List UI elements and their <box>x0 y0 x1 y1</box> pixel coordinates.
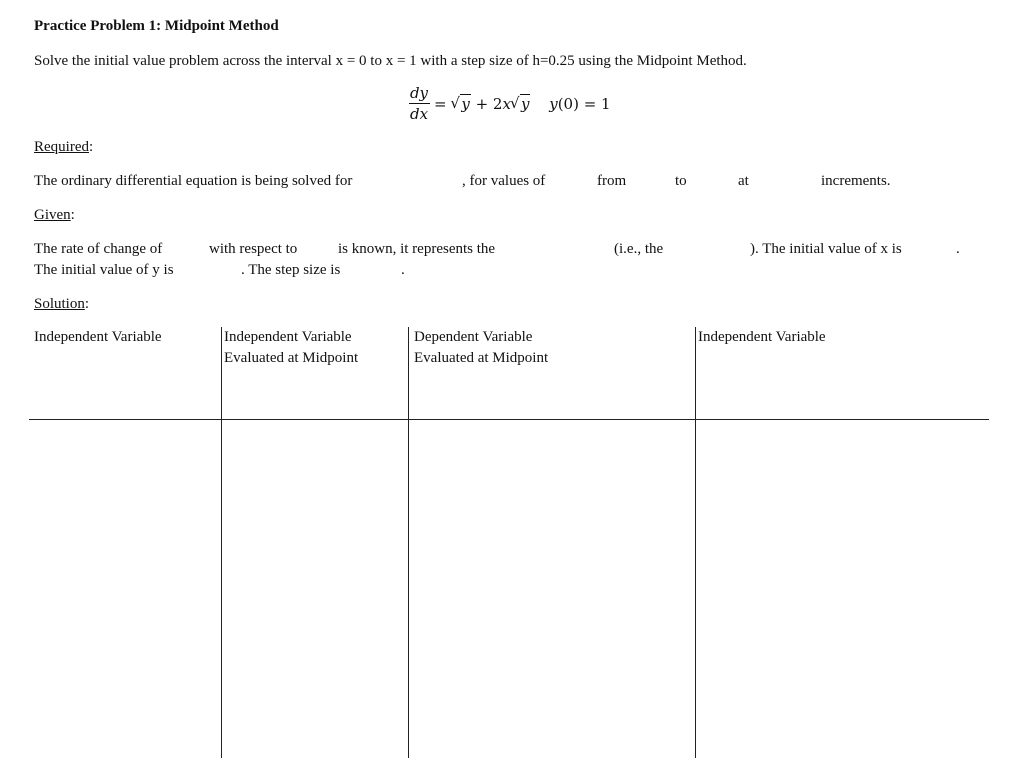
given-text-1d: (i.e., the <box>614 241 664 257</box>
initial-condition-y: y <box>549 95 558 113</box>
required-text-increments: increments. <box>821 173 891 189</box>
given-text-1a: The rate of change of <box>34 241 163 257</box>
radicand-1: y <box>461 95 470 113</box>
x-variable: x <box>502 95 511 113</box>
fraction-numerator: dy <box>409 84 429 102</box>
sqrt-term-1 <box>451 95 470 113</box>
given-heading-text: Given <box>34 207 71 223</box>
given-text-1e: ). The initial value of x is <box>750 241 902 257</box>
required-colon: : <box>88 139 94 155</box>
radicand-2: y <box>520 95 530 113</box>
required-text-a: The ordinary differential equation is being solved for <box>34 173 353 189</box>
table-header-independent-midpoint-line2: Evaluated at Midpoint <box>224 350 359 366</box>
initial-condition-rest: (0) = 1 <box>557 95 611 113</box>
sqrt-term-2 <box>511 95 530 113</box>
problem-statement: Solve the initial value problem across the interval x = 0 to x = 1 with a step size of h=0.25 using the Midpoint Method. <box>34 53 747 69</box>
given-text-1c: is known, it represents the <box>338 241 496 257</box>
plus-coefficient: + 2 <box>470 95 503 113</box>
solution-heading-text: Solution <box>34 296 85 312</box>
required-text-from: from <box>597 173 627 189</box>
given-text-1b: with respect to <box>209 241 298 257</box>
given-text-2a: The initial value of y is <box>34 262 174 278</box>
table-column-divider <box>408 327 409 758</box>
given-text-2b: . The step size is <box>241 262 341 278</box>
required-heading <box>34 138 93 156</box>
page-title: Practice Problem 1: Midpoint Method <box>34 18 279 34</box>
solution-colon: : <box>84 296 90 312</box>
fraction-bar <box>409 103 430 104</box>
given-colon: : <box>70 207 75 223</box>
equals-sign: = <box>434 95 452 113</box>
required-text-b: , for values of <box>462 173 546 189</box>
required-heading-text: Required <box>34 139 89 155</box>
table-header-dependent-midpoint-line2: Evaluated at Midpoint <box>414 350 549 366</box>
given-text-2c: . <box>401 262 405 278</box>
table-column-divider <box>221 327 222 758</box>
table-column-divider <box>695 327 696 758</box>
fraction-denominator: dx <box>409 105 429 123</box>
table-header-dependent-midpoint-line1: Dependent Variable <box>414 329 533 345</box>
equation-rhs <box>434 95 611 113</box>
table-header-independent-variable-2: Independent Variable <box>698 329 826 345</box>
solution-heading <box>34 295 89 313</box>
table-header-rule <box>29 419 989 420</box>
table-header-independent-midpoint-line1: Independent Variable <box>224 329 352 345</box>
given-text-1f: . <box>956 241 960 257</box>
given-heading <box>34 206 75 224</box>
required-text-at: at <box>738 173 749 189</box>
table-header-independent-variable: Independent Variable <box>34 329 162 345</box>
required-text-to: to <box>675 173 687 189</box>
